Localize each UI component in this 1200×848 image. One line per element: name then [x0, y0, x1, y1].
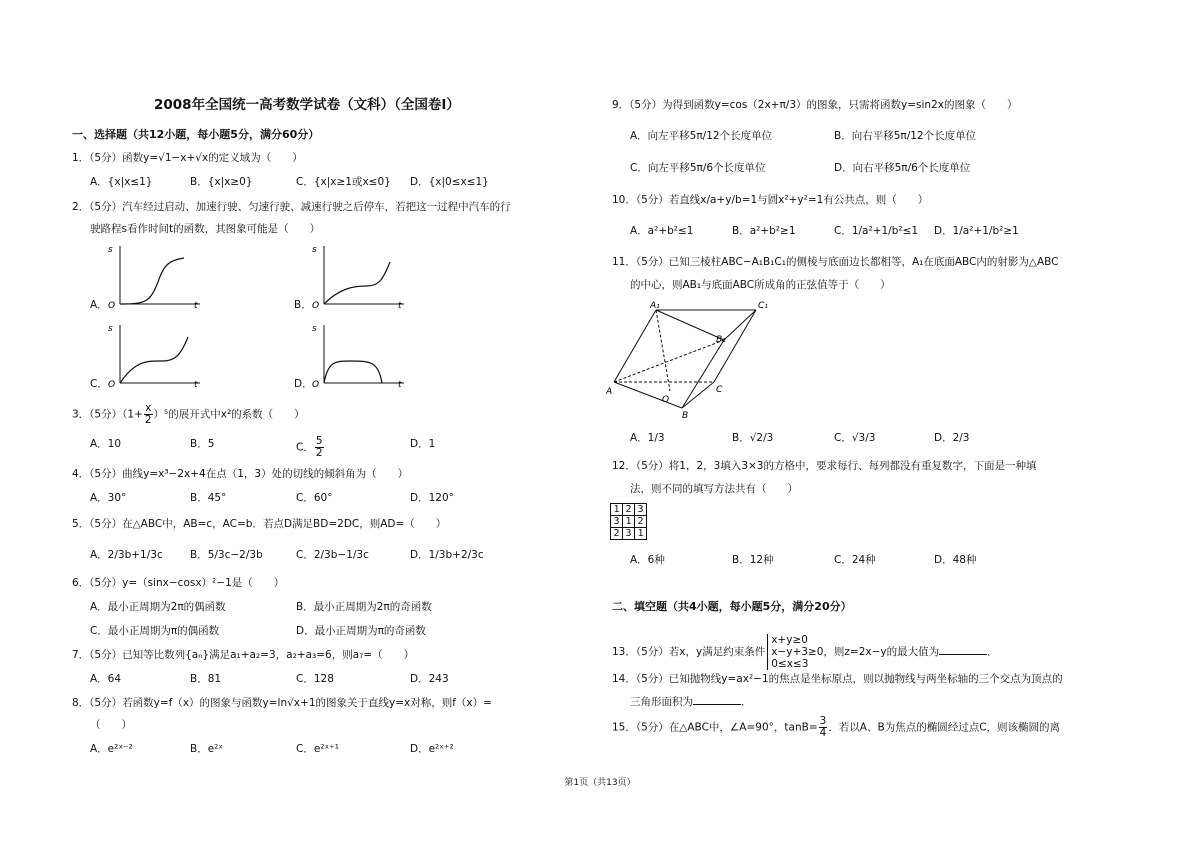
q7-option-c: C．128: [296, 673, 334, 685]
q2c-axis-t: t: [194, 380, 198, 390]
page-title: 2008年全国统一高考数学试卷（文科）（全国卷Ⅰ）: [154, 97, 460, 113]
q2-graph-a: [106, 242, 206, 312]
q1-option-c: C．{x|x≥1或x≤0}: [296, 176, 391, 188]
q11-option-d: D．2/3: [934, 432, 970, 444]
q3-stem: 3．（5分）（1+ $\frac{x}{2}$ ）⁵的展开式中x²的系数（ ）: [72, 402, 305, 426]
q9-stem: 9．（5分）为得到函数y=cos（2x+π/3）的图象，只需将函数y=sin2x的图象（ ）: [612, 99, 1018, 111]
q1-stem: 1．（5分）函数y=√1−x+√x的定义域为（ ）: [72, 152, 303, 164]
q2b-axis-t: t: [398, 301, 402, 311]
q15-stem: 15．（5分）在△ABC中，∠A=90°，tanB= $\frac{3}{4}$ ．若以A、B为焦点的椭圆经过点C，则该椭圆的离: [612, 715, 1061, 739]
q5-option-a: A．2/3b+1/3c: [90, 549, 163, 561]
q9-option-b: B．向右平移5π/12个长度单位: [834, 130, 977, 142]
q2b-axis-o: O: [312, 301, 320, 311]
q1-option-d: D．{x|0≤x≤1}: [410, 176, 489, 188]
q2d-axis-s: s: [312, 324, 317, 334]
q9-option-c: C．向左平移5π/6个长度单位: [630, 162, 766, 174]
q13-stem: 13．（5分）若x，y满足约束条件 x+y≥0 x−y+3≥0 0≤x≤3 ，则z=2x−y的最大值为 ．: [612, 634, 998, 670]
section-fill: 二、填空题（共4小题，每小题5分，满分20分）: [612, 600, 852, 613]
q14-stem-line2: 三角形面积为 ．: [630, 696, 752, 708]
q8-option-a: A．e²ˣ⁻²: [90, 743, 133, 755]
q4-stem: 4．（5分）曲线y=x³−2x+4在点（1，3）处的切线的倾斜角为（ ）: [72, 468, 409, 480]
q2-graph-c: [106, 321, 206, 391]
q11-option-b: B．√2/3: [732, 432, 774, 444]
q3-option-b: B．5: [190, 438, 215, 450]
page-footer: 第1页（共13页）: [564, 778, 636, 788]
q6-option-b: B．最小正周期为2π的奇函数: [296, 601, 432, 613]
q2-stem: 2．（5分）汽车经过启动、加速行驶、匀速行驶、减速行驶之后停车，若把这一过程中汽车的行: [72, 201, 511, 213]
q12-grid: 1 2 3 3 1 2 2 3 1: [610, 503, 647, 540]
label-a: A: [606, 387, 613, 397]
q13-answer-blank: [939, 644, 987, 655]
q11-stem-line2: 的中心，则AB₁与底面ABC所成角的正弦值等于（ ）: [630, 279, 891, 291]
q2-option-d: D．: [294, 378, 313, 390]
q2a-axis-s: s: [108, 245, 113, 255]
q11-option-c: C．√3/3: [834, 432, 876, 444]
q4-option-b: B．45°: [190, 492, 227, 504]
q12-option-b: B．12种: [732, 554, 774, 566]
q2-option-b: B．: [294, 299, 312, 311]
q4-option-d: D．120°: [410, 492, 454, 504]
q5-option-c: C．2/3b−1/3c: [296, 549, 369, 561]
q2-option-a: A．: [90, 299, 108, 311]
q12-option-c: C．24种: [834, 554, 876, 566]
q6-option-a: A．最小正周期为2π的偶函数: [90, 601, 226, 613]
q7-stem: 7．（5分）已知等比数列{aₙ}满足a₁+a₂=3，a₂+a₃=6，则a₇=（ ）: [72, 649, 415, 661]
q3-option-a: A．10: [90, 438, 122, 450]
q14-stem: 14．（5分）已知抛物线y=ax²−1的焦点是坐标原点，则以抛物线与两坐标轴的三个交点为顶点的: [612, 673, 1063, 685]
q2-graph-b: [310, 242, 410, 312]
q10-option-b: B．a²+b²≥1: [732, 225, 796, 237]
label-a1: A₁: [650, 301, 660, 311]
q7-option-a: A．64: [90, 673, 122, 685]
q3-option-d: D．1: [410, 438, 436, 450]
label-c1: C₁: [758, 301, 768, 311]
q2-stem-line2: 驶路程s看作时间t的函数，其图象可能是（ ）: [90, 223, 321, 235]
q14-answer-blank: [693, 694, 741, 705]
q8-option-b: B．e²ˣ: [190, 743, 224, 755]
q11-option-a: A．1/3: [630, 432, 665, 444]
q6-option-c: C．最小正周期为π的偶函数: [90, 625, 220, 637]
q5-option-b: B．5/3c−2/3b: [190, 549, 263, 561]
q6-option-d: D．最小正周期为π的奇函数: [296, 625, 426, 637]
label-b1: B₁: [716, 335, 726, 345]
section-choice: 一、选择题（共12小题，每小题5分，满分60分）: [72, 128, 320, 141]
q8-stem-line2: （ ）: [90, 719, 132, 731]
q2-graph-d: [310, 321, 410, 391]
q5-stem: 5．（5分）在△ABC中，AB=c，AC=b．若点D满足BD=2DC，则AD=（ ）: [72, 518, 447, 530]
label-o: O: [662, 395, 670, 405]
q6-stem: 6．（5分）y=（sinx−cosx）²−1是（ ）: [72, 577, 285, 589]
q9-option-d: D．向右平移5π/6个长度单位: [834, 162, 971, 174]
q2-option-c: C．: [90, 378, 108, 390]
q10-option-a: A．a²+b²≤1: [630, 225, 694, 237]
q9-option-a: A．向左平移5π/12个长度单位: [630, 130, 773, 142]
q7-option-d: D．243: [410, 673, 449, 685]
q2c-axis-s: s: [108, 324, 113, 334]
q3-option-c: C． $\frac{5}{2}$: [296, 435, 323, 459]
q12-stem: 12．（5分）将1，2，3填入3×3的方格中，要求每行、每列都没有重复数字，下面是一种填: [612, 460, 1037, 472]
q2a-axis-o: O: [108, 301, 116, 311]
q2d-axis-o: O: [312, 380, 320, 390]
q8-option-d: D．e²ˣ⁺²: [410, 743, 454, 755]
label-b: B: [682, 411, 689, 421]
q4-option-c: C．60°: [296, 492, 333, 504]
q12-stem-line2: 法，则不同的填写方法共有（ ）: [630, 483, 798, 495]
q1-option-b: B．{x|x≥0}: [190, 176, 253, 188]
q4-option-a: A．30°: [90, 492, 127, 504]
q11-stem: 11．（5分）已知三棱柱ABC−A₁B₁C₁的侧棱与底面边长都相等，A₁在底面ABC内的射影为△ABC: [612, 256, 1059, 268]
q10-option-c: C．1/a²+1/b²≤1: [834, 225, 919, 237]
q12-option-d: D．48种: [934, 554, 977, 566]
q2d-axis-t: t: [398, 380, 402, 390]
label-c: C: [716, 385, 723, 395]
q8-option-c: C．e²ˣ⁺¹: [296, 743, 339, 755]
q8-stem: 8．（5分）若函数y=f（x）的图象与函数y=ln√x+1的图象关于直线y=x对称，则f（x）=: [72, 697, 492, 709]
q10-stem: 10．（5分）若直线x/a+y/b=1与圆x²+y²=1有公共点，则（ ）: [612, 194, 929, 206]
q5-option-d: D．1/3b+2/3c: [410, 549, 484, 561]
q2b-axis-s: s: [312, 245, 317, 255]
q2a-axis-t: t: [194, 301, 198, 311]
q12-option-a: A．6种: [630, 554, 665, 566]
q10-option-d: D．1/a²+1/b²≥1: [934, 225, 1019, 237]
q11-prism-figure: [606, 296, 796, 422]
q1-option-a: A．{x|x≤1}: [90, 176, 153, 188]
q2c-axis-o: O: [108, 380, 116, 390]
q7-option-b: B．81: [190, 673, 222, 685]
